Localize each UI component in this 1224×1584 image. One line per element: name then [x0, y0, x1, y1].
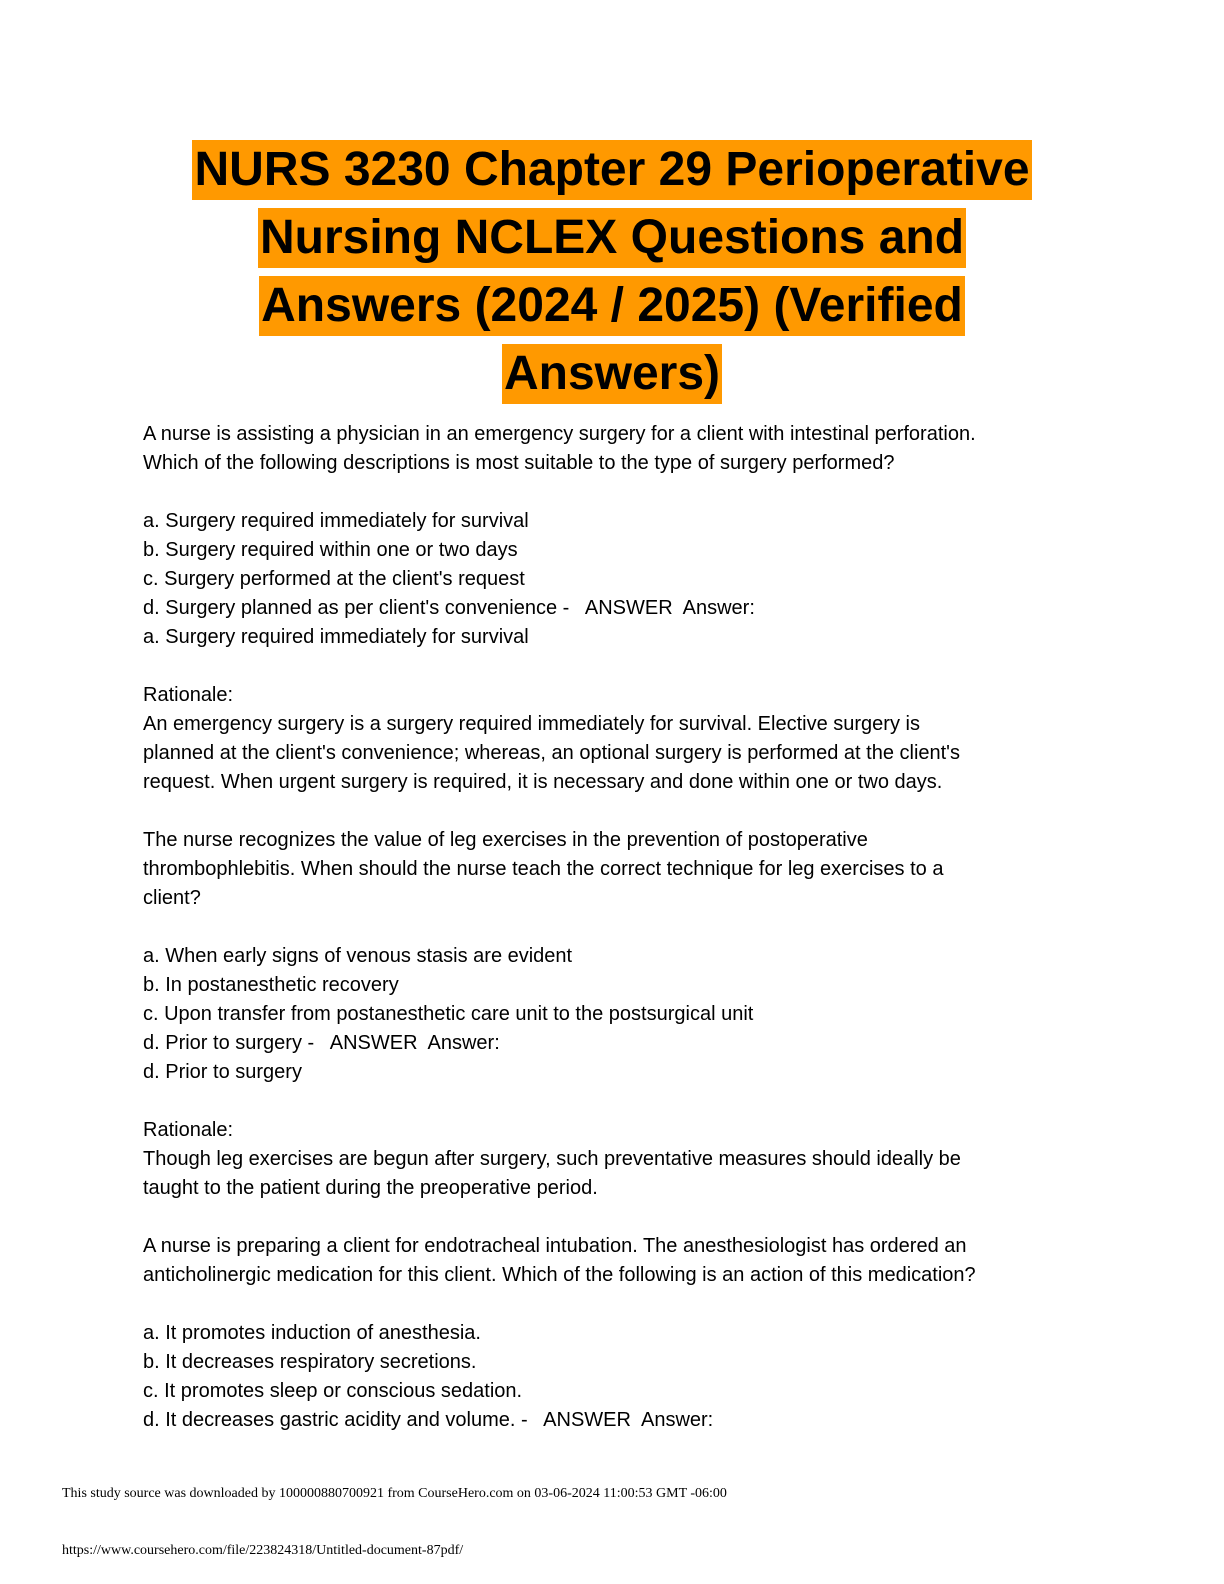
title-line-4: Answers): [502, 344, 722, 404]
question-stem-line: A nurse is preparing a client for endotracheal intubation. The anesthesiologist has ordered an: [143, 1235, 967, 1257]
document-title: [100, 140, 1124, 412]
rationale-line: An emergency surgery is a surgery required immediately for survival. Elective surgery is: [143, 713, 920, 735]
rationale-label: Rationale:: [143, 684, 234, 706]
title-line-3: Answers (2024 / 2025) (Verified: [259, 276, 965, 336]
answer-option: a. Surgery required immediately for survival: [143, 510, 529, 532]
answer-option: c. It promotes sleep or conscious sedation.: [143, 1380, 523, 1402]
rationale-line: request. When urgent surgery is required, it is necessary and done within one or two days.: [143, 771, 943, 793]
rationale-label: Rationale:: [143, 1119, 234, 1141]
source-url: https://www.coursehero.com/file/223824318/Untitled-document-87pdf/: [62, 1543, 464, 1558]
document-body: [143, 420, 1103, 1435]
rationale-line: planned at the client's convenience; whereas, an optional surgery is performed at the client's: [143, 742, 961, 764]
question-1: [143, 420, 1103, 826]
answer-option: b. It decreases respiratory secretions.: [143, 1351, 477, 1373]
question-stem-line: anticholinergic medication for this client. Which of the following is an action of this medication?: [143, 1264, 976, 1286]
answer-option: a. It promotes induction of anesthesia.: [143, 1322, 481, 1344]
correct-answer: d. Prior to surgery: [143, 1061, 302, 1083]
answer-option: c. Upon transfer from postanesthetic care unit to the postsurgical unit: [143, 1003, 754, 1025]
question-2: [143, 826, 1103, 1232]
answer-option: d. It decreases gastric acidity and volume. - ANSWER Answer:: [143, 1409, 714, 1431]
question-stem-line: A nurse is assisting a physician in an emergency surgery for a client with intestinal perforation.: [143, 423, 976, 445]
question-stem-line: Which of the following descriptions is most suitable to the type of surgery performed?: [143, 452, 895, 474]
question-stem-line: The nurse recognizes the value of leg exercises in the prevention of postoperative: [143, 829, 868, 851]
rationale-line: Though leg exercises are begun after surgery, such preventative measures should ideally be: [143, 1148, 961, 1170]
download-source-notice: This study source was downloaded by 100000880700921 from CourseHero.com on 03-06-2024 11:00:53 GMT -06:00: [62, 1486, 727, 1501]
answer-option: b. Surgery required within one or two days: [143, 539, 518, 561]
answer-option: a. When early signs of venous stasis are evident: [143, 945, 573, 967]
rationale-line: taught to the patient during the preoperative period.: [143, 1177, 598, 1199]
correct-answer: a. Surgery required immediately for survival: [143, 626, 529, 648]
answer-option: d. Surgery planned as per client's convenience - ANSWER Answer:: [143, 597, 755, 619]
answer-option: b. In postanesthetic recovery: [143, 974, 399, 996]
question-stem-line: client?: [143, 887, 201, 909]
title-line-1: NURS 3230 Chapter 29 Perioperative: [192, 140, 1031, 200]
answer-option: c. Surgery performed at the client's request: [143, 568, 525, 590]
question-stem-line: thrombophlebitis. When should the nurse teach the correct technique for leg exercises to a: [143, 858, 944, 880]
question-3: [143, 1232, 1103, 1435]
title-line-2: Nursing NCLEX Questions and: [258, 208, 966, 268]
answer-option: d. Prior to surgery - ANSWER Answer:: [143, 1032, 500, 1054]
